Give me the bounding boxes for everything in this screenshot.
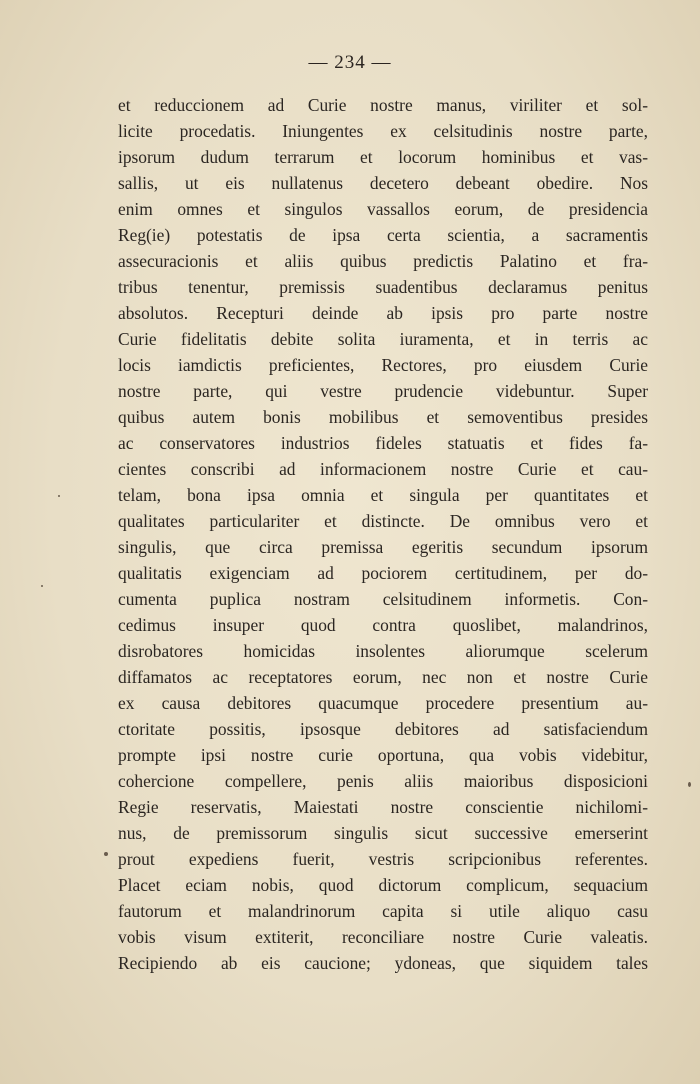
text-line: Reg(ie) potestatis de ipsa certa scientia, a sacramentis [118,225,648,245]
text-line: nus, de premissorum singulis sicut successive emerserint [118,823,648,843]
text-line: ex causa debitores quacumque procedere presentium au- [118,693,648,713]
text-line: Regie reservatis, Maiestati nostre conscientie nichilomi- [118,797,648,817]
body-text [118,92,648,976]
text-line: qualitatis exigenciam ad pociorem certitudinem, per do- [118,563,648,583]
text-line: locis iamdictis preficientes, Rectores, pro eiusdem Curie [118,355,648,375]
text-line: cedimus insuper quod contra quoslibet, malandrinos, [118,615,648,635]
text-line: qualitates particulariter et distincte. De omnibus vero et [118,511,648,531]
text-line: Recipiendo ab eis caucione; ydoneas, que siquidem tales [118,953,648,973]
text-line: cohercione compellere, penis aliis maioribus disposicioni [118,771,648,791]
text-line: prompte ipsi nostre curie oportuna, qua vobis videbitur, [118,745,648,765]
text-line: licite procedatis. Iniungentes ex celsitudinis nostre parte, [118,121,648,141]
text-line: nostre parte, qui vestre prudencie videbuntur. Super [118,381,648,401]
text-line: Placet eciam nobis, quod dictorum complicum, sequacium [118,875,648,895]
text-line: assecuracionis et aliis quibus predictis Palatino et fra- [118,251,648,271]
paper-speck [58,495,60,497]
text-line: et reduccionem ad Curie nostre manus, viriliter et sol- [118,95,648,115]
text-line: cumenta puplica nostram celsitudinem informetis. Con- [118,589,648,609]
text-line: telam, bona ipsa omnia et singula per quantitates et [118,485,648,505]
paper-speck [41,585,43,587]
text-line: absolutos. Recepturi deinde ab ipsis pro parte nostre [118,303,648,323]
text-line: ipsorum dudum terrarum et locorum hominibus et vas- [118,147,648,167]
text-line: disrobatores homicidas insolentes aliorumque scelerum [118,641,648,661]
paper-speck [688,782,691,787]
text-line: Curie fidelitatis debite solita iuramenta, et in terris ac [118,329,648,349]
text-line: fautorum et malandrinorum capita si utile aliquo casu [118,901,648,921]
text-line: cientes conscribi ad informacionem nostre Curie et cau- [118,459,648,479]
text-line: tribus tenentur, premissis suadentibus declaramus penitus [118,277,648,297]
text-line: singulis, que circa premissa egeritis secundum ipsorum [118,537,648,557]
page-number: — 234 — [308,52,392,73]
text-line: ac conservatores industrios fideles statuatis et fides fa- [118,433,648,453]
text-line: vobis visum extiterit, reconciliare nostre Curie valeatis. [118,927,648,947]
text-line: enim omnes et singulos vassallos eorum, de presidencia [118,199,648,219]
text-line: quibus autem bonis mobilibus et semoventibus presides [118,407,648,427]
text-line: ctoritate possitis, ipsosque debitores ad satisfaciendum [118,719,648,739]
text-line: prout expediens fuerit, vestris scripcionibus referentes. [118,849,648,869]
paper-speck [104,852,108,856]
text-line: diffamatos ac receptatores eorum, nec non et nostre Curie [118,667,648,687]
text-line: sallis, ut eis nullatenus decetero debeant obedire. Nos [118,173,648,193]
